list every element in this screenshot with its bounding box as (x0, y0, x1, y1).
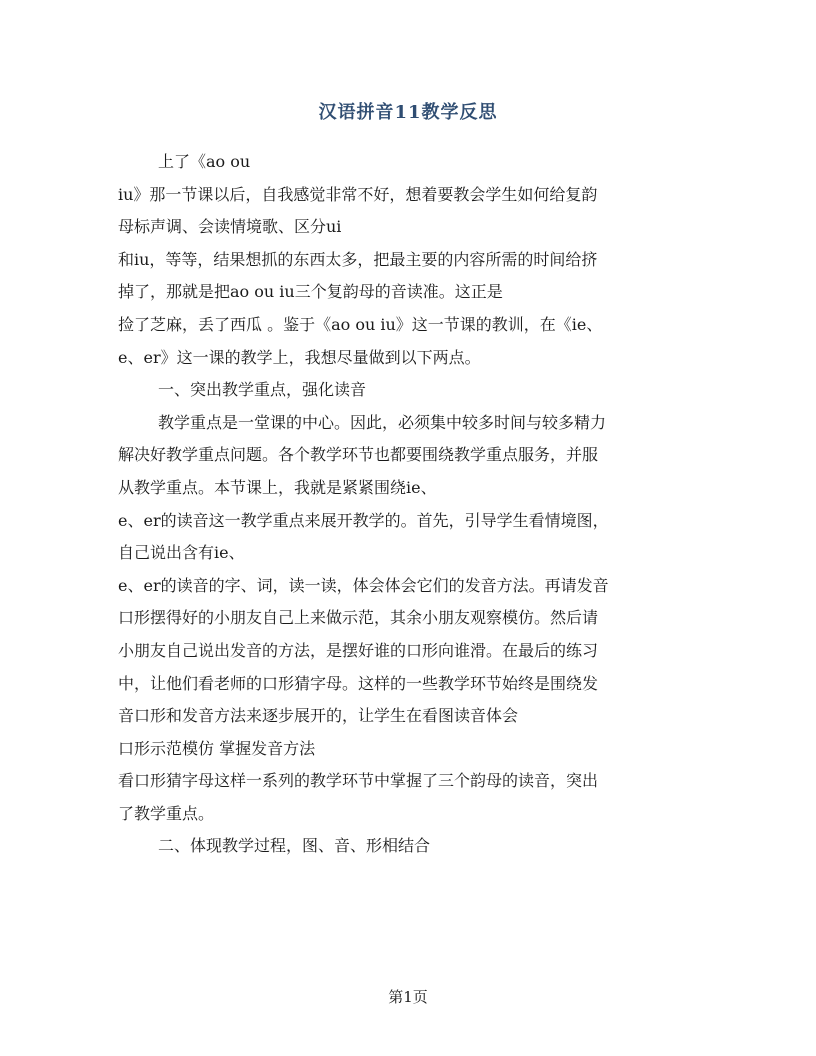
paragraph-line: 音口形和发音方法来逐步展开的，让学生在看图读音体会 (118, 706, 519, 726)
paragraph-line: 上了《ao ou (158, 152, 251, 171)
document-body (118, 146, 698, 863)
paragraph-line: 从教学重点。本节课上，我就是紧紧围绕ie、 (118, 477, 437, 497)
paragraph-line: 口形摆得好的小朋友自己上来做示范，其余小朋友观察模仿。然后请 (118, 608, 599, 628)
paragraph-line: 捡了芝麻，丢了西瓜 。鉴于《ao ou iu》这一节课的教训，在《ie、 (118, 314, 603, 334)
paragraph-line: 小朋友自己说出发音的方法，是摆好谁的口形向谁滑。在最后的练习 (118, 640, 599, 660)
paragraph-line: 自己说出含有ie、 (118, 543, 245, 563)
paragraph-line: 看口形猜字母这样一系列的教学环节中掌握了三个韵母的读音，突出 (118, 771, 599, 791)
page-number: 第1页 (388, 988, 428, 1006)
paragraph-line: 母标声调、会读情境歌、区分ui (118, 217, 342, 237)
paragraph-line: 和iu，等等，结果想抓的东西太多，把最主要的内容所需的时间给挤 (118, 249, 598, 269)
paragraph-line: 教学重点是一堂课的中心。因此，必须集中较多时间与较多精力 (158, 412, 607, 432)
paragraph-line: 中，让他们看老师的口形猜字母。这样的一些教学环节始终是围绕发 (118, 673, 599, 693)
section-heading: 一、突出教学重点，强化读音 (158, 380, 367, 400)
paragraph-line: e、er的读音这一教学重点来展开教学的。首先，引导学生看情境图， (118, 510, 609, 530)
section-heading: 二、体现教学过程，图、音、形相结合 (158, 836, 431, 856)
paragraph-line: 了教学重点。 (118, 803, 215, 823)
document-title: 汉语拼音11教学反思 (318, 102, 498, 123)
paragraph-line: 掉了，那就是把ao ou iu三个复韵母的音读准。这正是 (118, 282, 503, 302)
paragraph-line: 解决好教学重点问题。各个教学环节也都要围绕教学重点服务，并服 (118, 445, 599, 465)
paragraph-line: e、er》这一课的教学上，我想尽量做到以下两点。 (118, 347, 481, 367)
paragraph-line: 口形示范模仿 掌握发音方法 (118, 738, 316, 758)
paragraph-line: e、er的读音的字、词，读一读，体会体会它们的发音方法。再请发音 (118, 575, 609, 595)
paragraph-line: iu》那一节课以后，自我感觉非常不好，想着要教会学生如何给复韵 (118, 184, 598, 204)
